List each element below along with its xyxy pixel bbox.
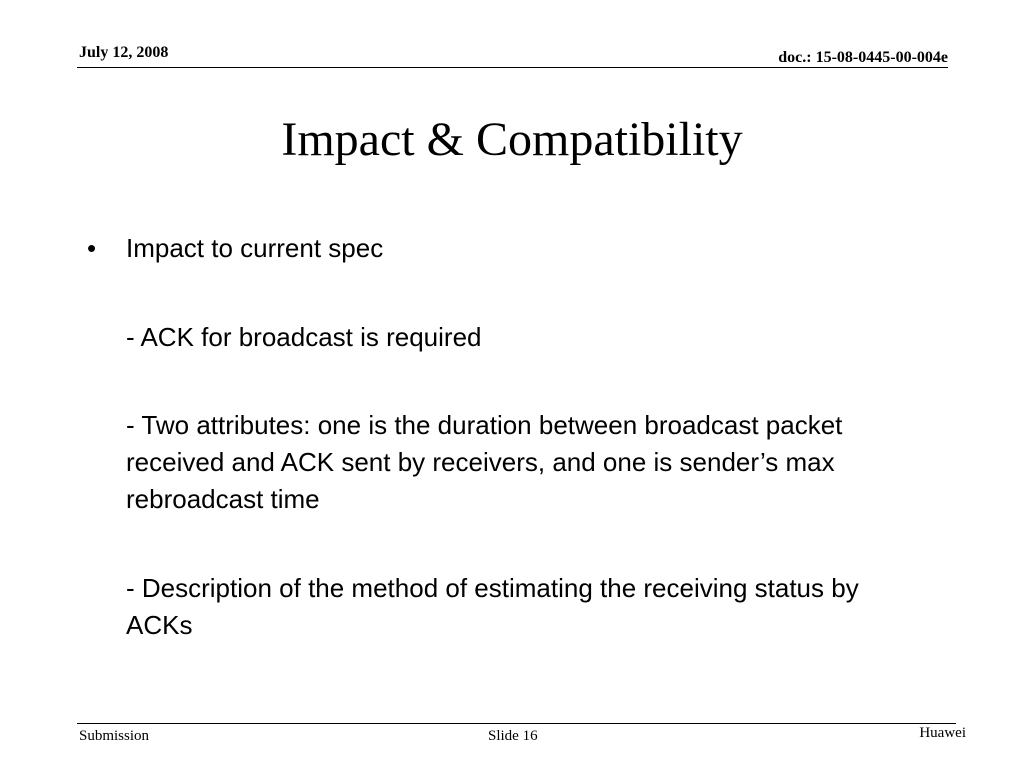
sub-item-two-attributes: - Two attributes: one is the duration between broadcast packet received and ACK sent by receivers, and one is sender’s max rebroadcast time [126,410,843,514]
bullet-icon: • [87,233,97,263]
footer-rule [77,723,956,724]
header-rule [77,67,948,68]
header-doc-id: doc.: 15-08-0445-00-004e [778,49,948,66]
bullet-text: Impact to current spec [126,233,384,263]
header-date: July 12, 2008 [79,44,169,61]
slide-body [87,230,907,644]
footer-submission: Submission [79,728,150,744]
footer-slide-number: Slide 16 [488,728,538,744]
slide-title: Impact & Compatibility [281,113,743,166]
bullet-item [87,230,907,267]
sub-item-ack-required: - ACK for broadcast is required [126,322,482,352]
sub-item-description: - Description of the method of estimating the receiving status by ACKs [126,573,859,640]
footer-company: Huawei [919,725,966,741]
